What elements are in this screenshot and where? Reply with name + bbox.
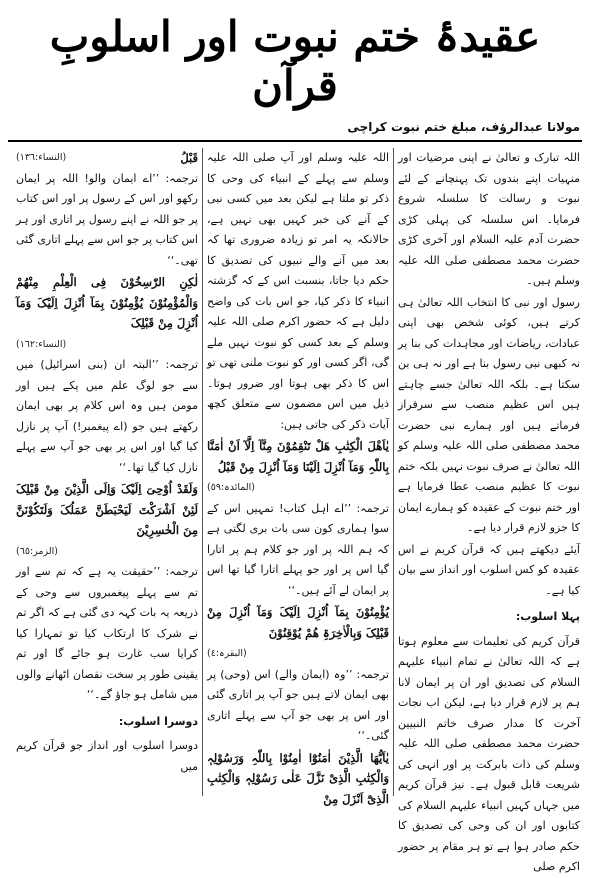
translation: ترجمہ: ’’اے ایمان والو! اللہ پر ایمان رکھو اور اس کے رسول پر اور اس کتاب پر جو اللہ نے اپنے رسول پر اتاری اور ہر اس کتاب پر جو اس سے پہلے اتاری گئی تھی۔‘‘ — [16, 171, 198, 267]
verse-reference: (الزمر:٦٥) — [16, 545, 58, 557]
verse-reference: (البقرہ:٤) — [207, 648, 247, 659]
paragraph: اللہ تبارک و تعالیٰ نے اپنی مرضیات اور منہیات اپنے بندوں تک پہنچانے کے لئے نبوت و رسالت کا سلسلہ شروع فرمایا۔ اس سلسلہ کی پہلی کڑی حضرت آدم علیہ السلام اور آخری کڑی حضرت محمد مصطفی صلی اللہ علیہ وسلم ہیں۔ — [398, 151, 580, 287]
translation: ترجمہ: ’’اے اہل کتاب! تمہیں اس کے سوا ہماری کون سی بات بری لگتی ہے کہ ہم اللہ پر اور جو کلام ہم پر اتارا گیا اس پر اور جو پہلے اتارا گیا تھا اس پر ایمان لے آئے ہیں۔‘‘ — [207, 501, 389, 597]
verse-reference: (النساء:١٦٢) — [16, 338, 67, 350]
column-2 — [203, 148, 393, 806]
translation: ترجمہ: ’’البتہ ان (بنی اسرائیل) میں سے جو لوگ علم میں پکے ہیں اور مومن ہیں وہ اس کلام پر بھی ایمان رکھتے ہیں جو (اے پیغمبر!) آپ پر نازل کیا گیا اور اس پر بھی جو آپ سے پہلے نازل کیا گیا تھا۔‘‘ — [16, 358, 198, 474]
section-heading-second-style: دوسرا اسلوب: — [118, 714, 198, 728]
column-divider — [202, 148, 203, 796]
paragraph: اللہ علیہ وسلم اور آپ صلی اللہ علیہ وسلم سے پہلے کے انبیاء کی وحی کا ذکر تو ملتا ہے لیکن بعد میں کسی نبی کے آنے کی خبر کہیں بھی نہیں ہے، حالانکہ یہ امر تو زیادہ ضروری تھا کہ بعد میں آنے والے نبیوں کی تصدیق کا حکم دیا جاتا، بنسبت اس کے کہ گزشتہ انبیاء کا ذکر کیا، جو اس بات کی واضح دلیل ہے کہ حضور اکرم صلی اللہ علیہ وسلم کے بعد کسی کو نبوت نہیں ملے گی، اگر کسی اور کو نبوت ملنی تھی تو اس کا ذکر بھی ہوتا اور ضرور ہوتا۔ ذیل میں اس مضمون سے متعلق کچھ آیات ذکر کی جاتی ہیں: — [207, 151, 389, 431]
quran-verse: یُؤْمِنُوْنَ بِمَآ اُنْزِلَ اِلَیْکَ وَمَآ اُنْزِلَ مِنْ قَبْلِکَ وَبِالْاٰخِرَۃِ ھُمْ یُوْقِنُوْنَ — [207, 605, 389, 640]
quran-verse: یٰاَھْلَ الْکِتٰبِ ھَلْ تَنْقِمُوْنَ مِنَّآ اِلَّآ اَنْ اٰمَنَّا بِاللّٰہِ وَمَآ اُنْزِلَ اِلَیْنَا وَمَآ اُنْزِلَ مِنْ قَبْلُ — [207, 439, 389, 474]
quran-verse: لٰکِنِ الرّٰسِخُوْنَ فِی الْعِلْمِ مِنْھُمْ وَالْمُؤْمِنُوْنَ یُؤْمِنُوْنَ بِمَآ اُنْزِلَ اِلَیْکَ وَمَآ اُنْزِلَ مِنْ قَبْلِکَ — [16, 275, 198, 330]
quran-verse: قَبْلُ — [180, 151, 198, 165]
header-rule — [8, 140, 582, 142]
column-3 — [12, 148, 202, 796]
translation: ترجمہ: ’’وہ (ایمان والے) اس (وحی) پر بھی ایمان لاتے ہیں جو آپ پر اتاری گئی اور اس پر بھی جو آپ سے پہلے اتاری گئی۔‘‘ — [207, 667, 389, 742]
section-heading-first-style: پہلا اسلوب: — [515, 610, 580, 623]
paragraph: دوسرا اسلوب اور انداز جو قرآن کریم میں — [16, 739, 198, 773]
paragraph: رسول اور نبی کا انتخاب اللہ تعالیٰ ہی کرتے ہیں، کوئی شخص بھی اپنی عبادات، ریاضات اور مجاہدات کی بنا پر نہ کبھی نبی رسول بنا ہے اور نہ ہی بن سکتا ہے۔ بلکہ اللہ تعالیٰ جسے چاہتے ہیں اس عظیم منصب سے سرفراز فرماتے ہیں اور ہمارے نبی حضرت محمد مصطفی صلی اللہ علیہ وسلم کو اللہ تعالیٰ نے صرف نبوت نہیں بلکہ ختم نبوت کا عظیم منصب عطا فرمایا ہے اور ختم نبوت کے عقیدہ کو ہمارے ایمان کا جزو لازم قرار دیا ہے۔ — [398, 295, 580, 534]
column-1 — [394, 148, 584, 873]
article-title: عقیدۂ ختم نبوت اور اسلوبِ قرآن — [49, 12, 541, 110]
paragraph: قرآن کریم کی تعلیمات سے معلوم ہوتا ہے کہ اللہ تعالیٰ نے تمام انبیاء علیہم السلام کی تصدیق اور ان پر ایمان لانا ہم پر لازم قرار دیا ہے، لیکن اب نجات آخرت کا مدار صرف خاتم النبیین حضرت محمد مصطفی صلی اللہ علیہ وسلم کی ذات بابرکت پر اور انہی کی شریعت قابل قبول ہے۔ نیز قرآن کریم میں جہاں کہیں انبیاء علیہم السلام کی کتابوں اور ان کی وحی کی تصدیق کا حکم صادر ہوا ہے تو ہر مقام پر حضور اکرم صلی — [398, 634, 580, 873]
translation: ترجمہ: ’’حقیقت یہ ہے کہ تم سے اور تم سے پہلے پیغمبروں سے وحی کے ذریعہ یہ بات کہہ دی گئی ہے کہ اگر تم نے شرک کا ارتکاب کیا تو تمہارا کیا کرایا سب غارت ہو جائے گا اور تم یقینی طور پر سخت نقصان اٹھانے والوں میں شامل ہو جاؤ گے۔‘‘ — [16, 565, 198, 701]
verse-reference: (المائدہ:٥٩) — [207, 482, 255, 493]
quran-verse: وَلَقَدْ اُوْحِیَ اِلَیْکَ وَاِلَی الَّذِیْنَ مِنْ قَبْلِکَ لَئِنْ اَشْرَکْتَ لَیَحْبَطَنَّ عَمَلُکَ وَلَتَکُوْنَنَّ مِنَ الْخٰسِرِیْنَ — [16, 482, 198, 537]
article-columns — [6, 148, 584, 873]
paragraph: آیئے دیکھتے ہیں کہ قرآن کریم نے اس عقیدہ کو کس اسلوب اور انداز سے بیان کیا ہے۔ — [398, 542, 580, 597]
verse-reference: (النساء:١٣٦) — [16, 152, 67, 163]
author-byline: مولانا عبدالرؤف، مبلغ ختم نبوت کراچی — [347, 120, 580, 134]
column-divider — [393, 148, 394, 796]
quran-verse: یٰاَیُّھَا الَّذِیْنَ اٰمَنُوْٓا اٰمِنُوْا بِاللّٰہِ وَرَسُوْلِہٖ وَالْکِتٰبِ الَّذِیْ نَزَّلَ عَلٰی رَسُوْلِہٖ وَالْکِتٰبِ الَّذِیْٓ اَنْزَلَ مِنْ — [207, 750, 389, 806]
verse-continuation-row — [16, 148, 198, 169]
